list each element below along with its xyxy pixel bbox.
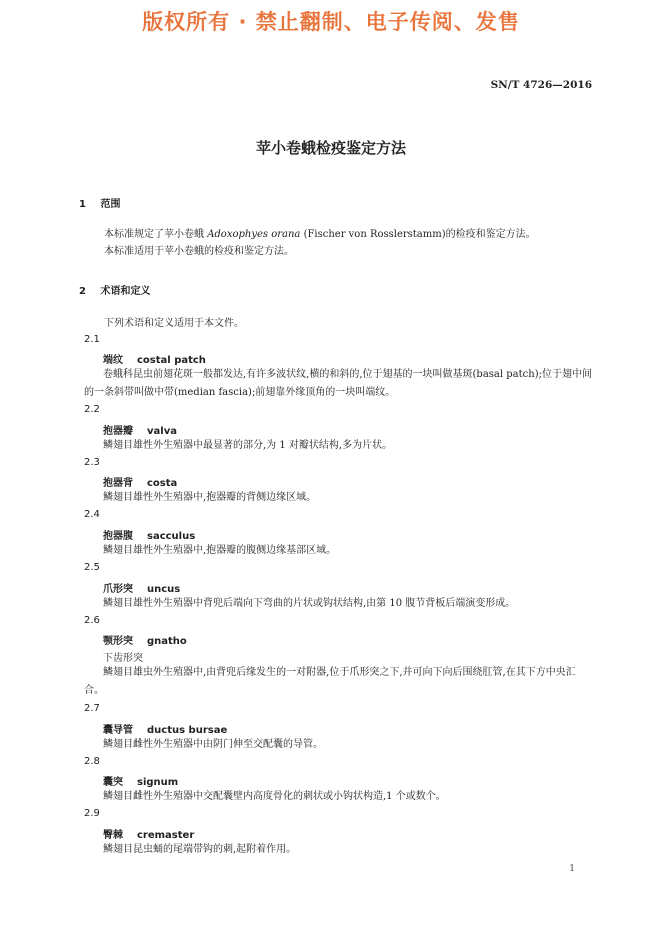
term-definition: 鳞翅目雌性外生殖器中由阴门伸至交配囊的导管。 bbox=[103, 739, 323, 750]
scope-text-pre: 本标准规定了苹小卷蛾 bbox=[104, 229, 208, 240]
copyright-watermark: 版权所有 · 禁止翻制、电子传阅、发售 bbox=[142, 10, 520, 34]
term-en: ductus bursae bbox=[147, 725, 228, 736]
section-2-title: 术语和定义 bbox=[100, 286, 151, 297]
section-1-heading bbox=[79, 195, 120, 210]
term-number: 2.8 bbox=[84, 756, 100, 767]
term-en: sacculus bbox=[147, 531, 196, 542]
term-heading bbox=[103, 474, 177, 489]
section-2-number: 2 bbox=[79, 286, 86, 297]
section-1-number: 1 bbox=[79, 199, 86, 210]
term-definition: 鳞翅目雌性外生殖器中交配囊壁内高度骨化的刺状或小钩状构造,1 个或数个。 bbox=[103, 791, 446, 802]
term-zh: 端纹 bbox=[103, 355, 123, 366]
section-1-title: 范围 bbox=[100, 199, 121, 210]
page-number: 1 bbox=[569, 864, 575, 874]
document-title: 苹小卷蛾检疫鉴定方法 bbox=[255, 139, 406, 157]
term-number: 2.3 bbox=[84, 457, 100, 468]
section-2-heading bbox=[79, 282, 150, 297]
species-name: Adoxophyes orana bbox=[207, 229, 301, 240]
term-heading bbox=[103, 422, 177, 437]
term-definition: 鳞翅目雄性外生殖器中,抱器瓣的背侧边缘区域。 bbox=[103, 492, 317, 503]
term-heading bbox=[103, 826, 194, 841]
term-definition: 鳞翅目雄虫外生殖器中,由背兜后缘发生的一对附器,位于爪形突之下,并可向下向后围绕肛管,在其下方中央汇合。 bbox=[84, 667, 576, 696]
term-zh: 抱器背 bbox=[103, 478, 133, 489]
term-en: costal patch bbox=[137, 355, 206, 366]
term-definition: 鳞翅目雄性外生殖器中背兜后端向下弯曲的片状或钩状结构,由第 10 腹节背板后端演变形成。 bbox=[103, 598, 516, 609]
term-number: 2.2 bbox=[84, 404, 100, 415]
term-synonym: 下齿形突 bbox=[103, 653, 143, 664]
scope-text-post: (Fischer von Rosslerstamm)的检疫和鉴定方法。 bbox=[300, 229, 536, 240]
term-zh: 囊导管 bbox=[103, 725, 133, 736]
term-heading bbox=[103, 351, 206, 366]
term-zh: 颚形突 bbox=[103, 636, 133, 647]
term-number: 2.5 bbox=[84, 562, 100, 573]
term-definition: 鳞翅目雄性外生殖器中最显著的部分,为 1 对瓣状结构,多为片状。 bbox=[103, 440, 393, 451]
term-zh: 爪形突 bbox=[103, 584, 133, 595]
term-number: 2.6 bbox=[84, 615, 100, 626]
standard-code: SN/T 4726—2016 bbox=[490, 79, 592, 91]
term-definition: 鳞翅目雄性外生殖器中,抱器瓣的腹侧边缘基部区域。 bbox=[103, 545, 337, 556]
term-number: 2.1 bbox=[84, 334, 100, 345]
term-en: gnatho bbox=[147, 636, 187, 647]
term-heading bbox=[103, 527, 195, 542]
terms-intro: 下列术语和定义适用于本文件。 bbox=[104, 318, 244, 329]
term-en: valva bbox=[147, 426, 177, 437]
term-heading bbox=[103, 580, 180, 595]
term-zh: 抱器瓣 bbox=[103, 426, 133, 437]
term-heading bbox=[103, 721, 227, 736]
term-definition: 卷蛾科昆虫前翅花斑一般都发达,有许多波状纹,横的和斜的,位于翅基的一块叫做基斑(basal patch);位于翅中间的一条斜带叫做中带(median fascia);前翅靠外缘顶角的一块叫端纹。 bbox=[84, 369, 592, 398]
term-zh: 臀棘 bbox=[103, 830, 123, 841]
term-heading bbox=[103, 632, 187, 647]
term-number: 2.9 bbox=[84, 808, 100, 819]
term-en: cremaster bbox=[137, 830, 195, 841]
scope-paragraph-2: 本标准适用于苹小卷蛾的检疫和鉴定方法。 bbox=[104, 246, 294, 257]
scope-paragraph-1 bbox=[84, 226, 592, 243]
term-number: 2.4 bbox=[84, 509, 100, 520]
term-zh: 囊突 bbox=[103, 777, 123, 788]
term-en: signum bbox=[137, 777, 179, 788]
term-definition: 鳞翅目昆虫蛹的尾端带钩的刺,起附着作用。 bbox=[103, 844, 297, 855]
term-en: costa bbox=[147, 478, 178, 489]
term-heading bbox=[103, 773, 178, 788]
term-number: 2.7 bbox=[84, 703, 100, 714]
term-en: uncus bbox=[147, 584, 181, 595]
term-zh: 抱器腹 bbox=[103, 531, 133, 542]
